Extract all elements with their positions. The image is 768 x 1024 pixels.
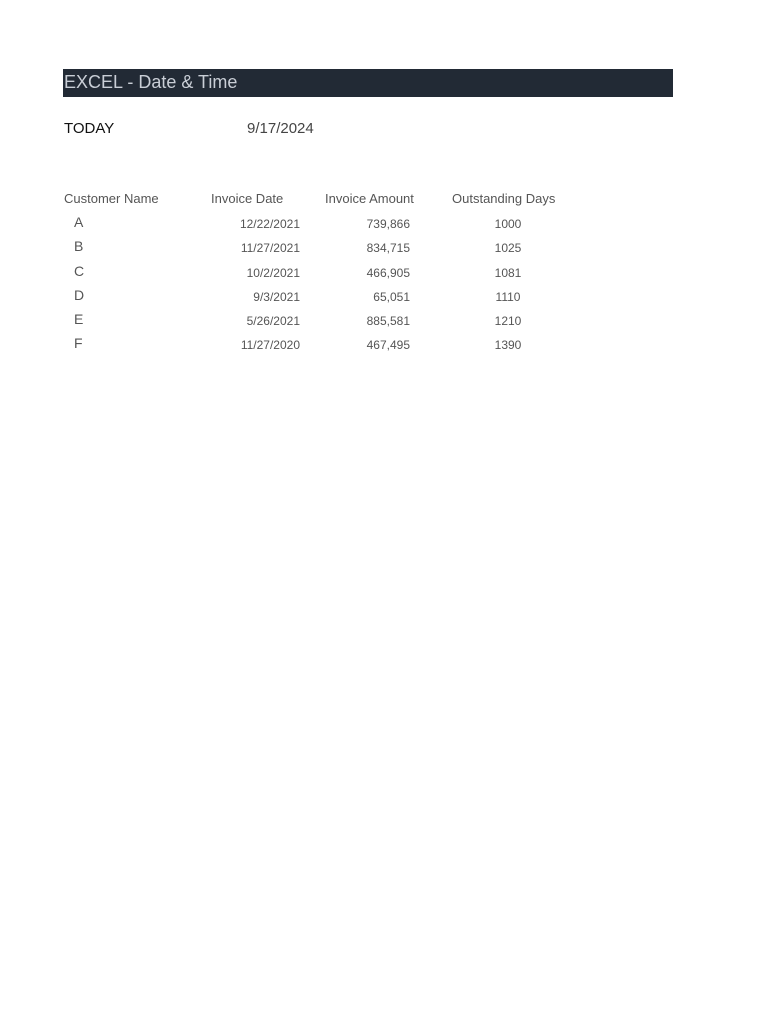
today-label: TODAY <box>64 120 115 137</box>
today-value-cell[interactable]: 9/17/2024 <box>247 120 314 137</box>
invoice-date-cell[interactable]: 10/2/2021 <box>246 265 300 280</box>
customer-name-cell[interactable]: D <box>74 286 85 303</box>
customer-name-cell[interactable]: E <box>74 311 84 328</box>
invoice-table <box>0 212 768 358</box>
invoice-date-cell[interactable]: 12/22/2021 <box>239 217 300 231</box>
table-row <box>0 212 768 236</box>
outstanding-days-cell[interactable]: 1081 <box>494 265 522 280</box>
table-row <box>0 309 768 333</box>
header-invoice-date: Invoice Date <box>211 191 284 206</box>
invoice-date-cell[interactable]: 5/26/2021 <box>246 314 300 329</box>
header-customer-name: Customer Name <box>64 191 159 206</box>
customer-name-cell[interactable]: B <box>74 238 84 255</box>
sheet-title: EXCEL - Date & Time <box>64 72 238 92</box>
invoice-amount-cell[interactable]: 885,581 <box>366 314 410 329</box>
invoice-amount-cell[interactable]: 467,495 <box>366 338 410 353</box>
header-outstanding-days: Outstanding Days <box>452 191 556 206</box>
invoice-amount-cell[interactable]: 466,905 <box>366 265 410 280</box>
outstanding-days-cell[interactable]: 1025 <box>494 241 522 256</box>
table-row <box>0 236 768 260</box>
table-row <box>0 333 768 357</box>
invoice-amount-cell[interactable]: 739,866 <box>366 217 410 231</box>
title-bar <box>63 69 673 97</box>
table-row <box>0 285 768 309</box>
outstanding-days-cell[interactable]: 1110 <box>495 289 521 304</box>
invoice-date-cell[interactable]: 11/27/2021 <box>240 241 300 256</box>
outstanding-days-cell[interactable]: 1210 <box>494 314 522 329</box>
table-row <box>0 261 768 285</box>
invoice-date-cell[interactable]: 11/27/2020 <box>240 338 300 353</box>
outstanding-days-cell[interactable]: 1000 <box>494 217 522 231</box>
customer-name-cell[interactable]: A <box>74 214 84 230</box>
invoice-date-cell[interactable]: 9/3/2021 <box>253 289 300 304</box>
header-invoice-amount: Invoice Amount <box>325 191 414 206</box>
invoice-amount-cell[interactable]: 834,715 <box>366 241 410 256</box>
customer-name-cell[interactable]: F <box>74 335 83 352</box>
outstanding-days-cell[interactable]: 1390 <box>494 338 522 353</box>
invoice-amount-cell[interactable]: 65,051 <box>373 289 410 304</box>
customer-name-cell[interactable]: C <box>74 262 85 279</box>
